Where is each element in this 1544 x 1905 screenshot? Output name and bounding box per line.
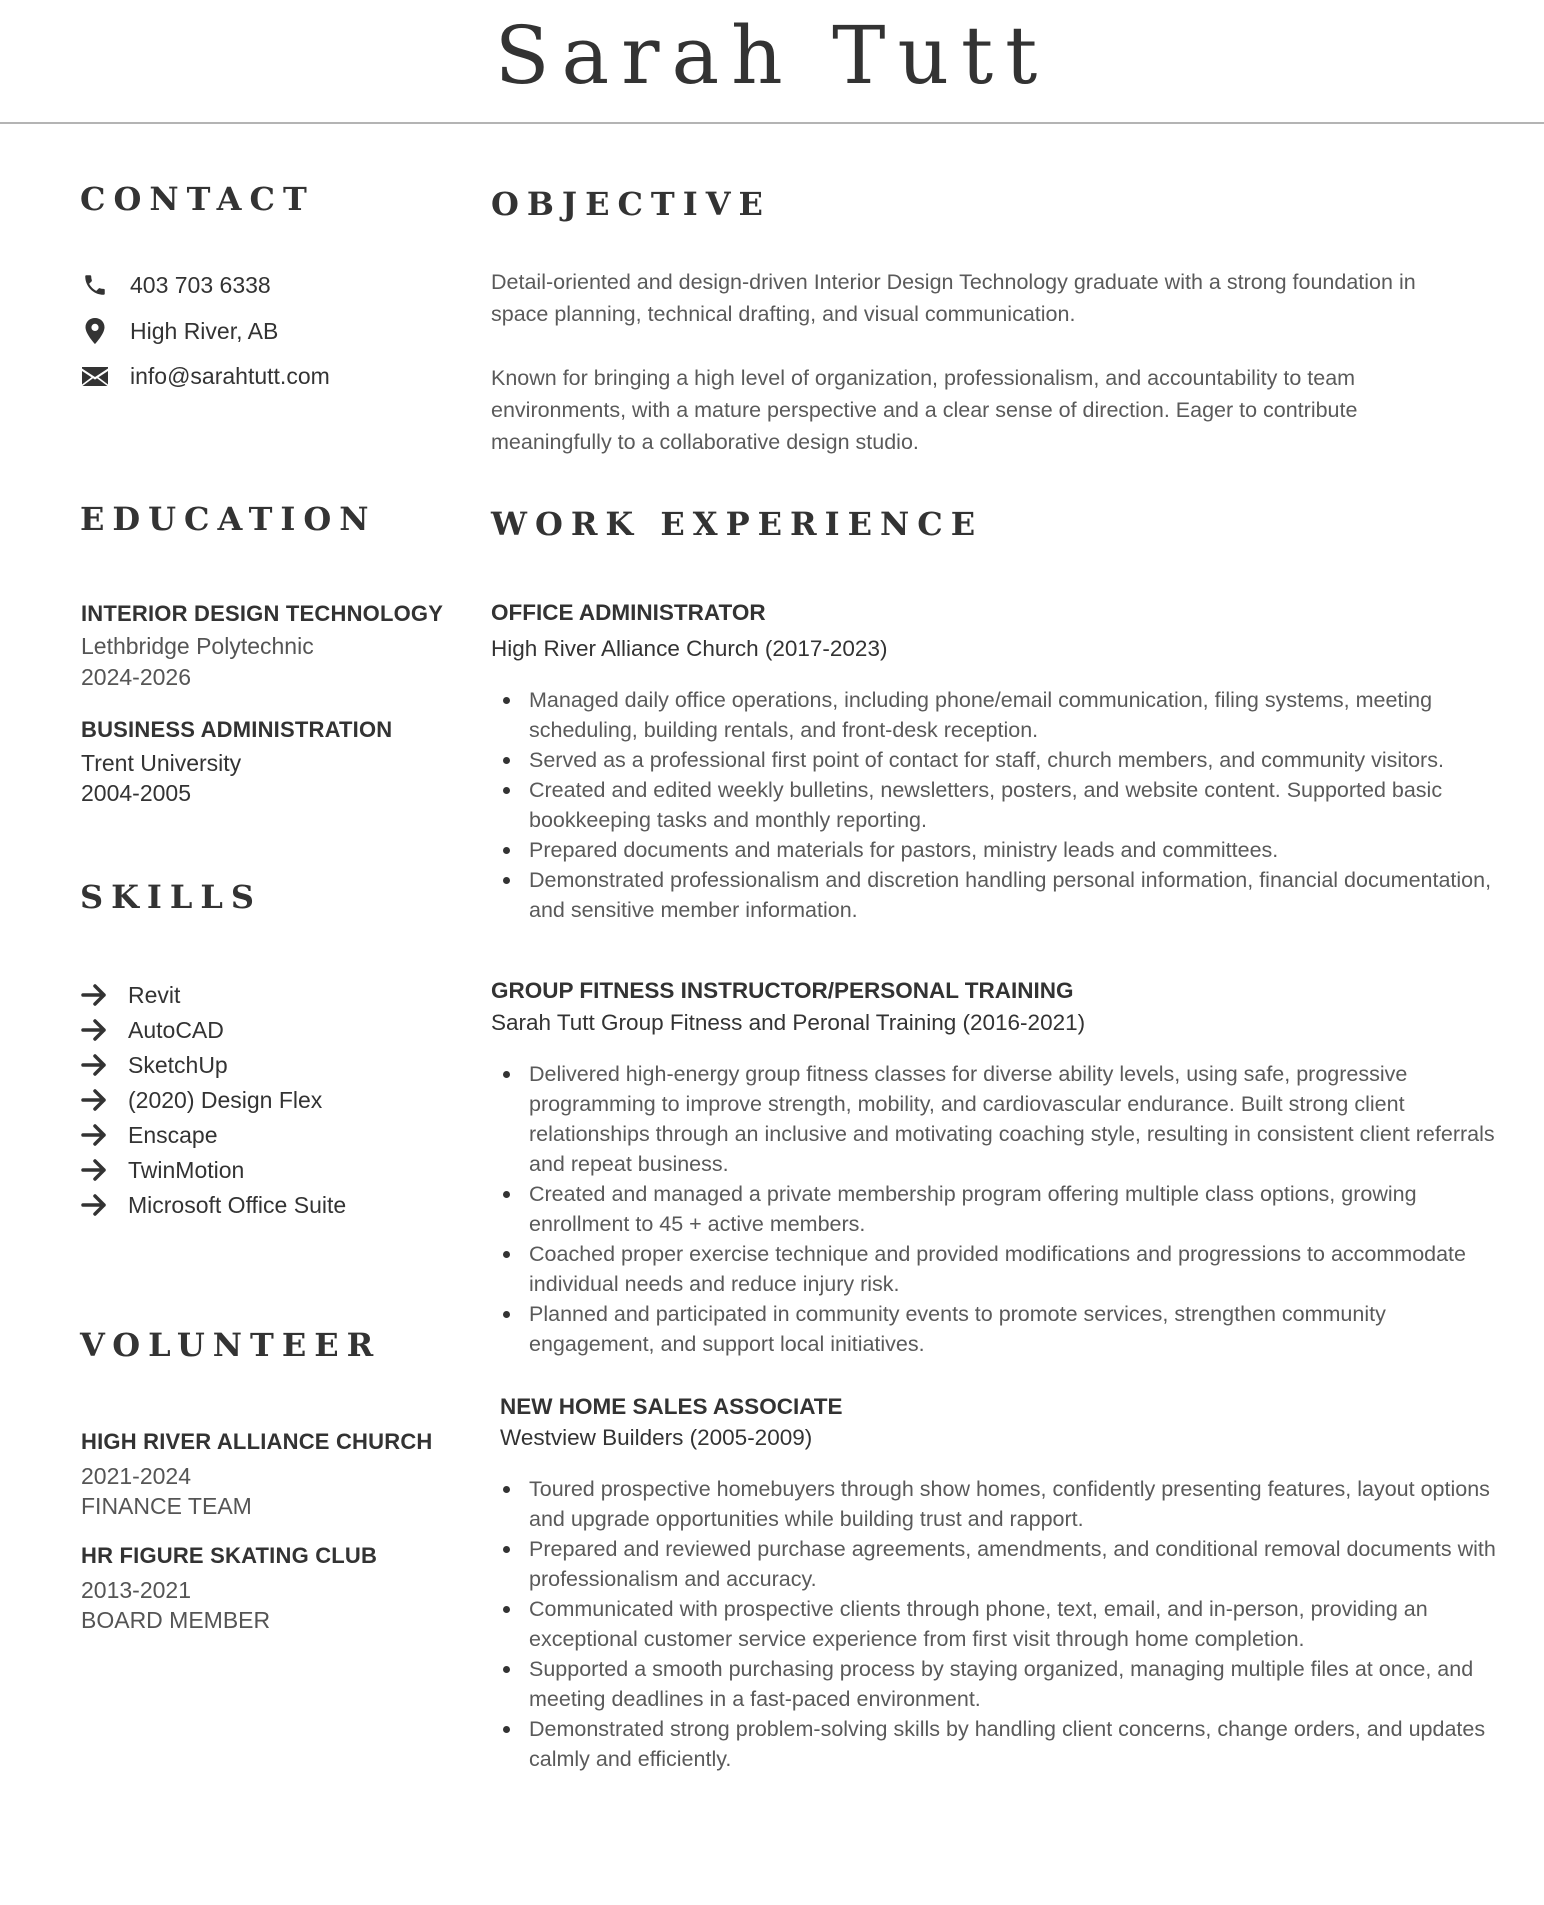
contact-email: [80, 361, 330, 391]
job-bullet: Planned and participated in community events to promote services, strengthen community engagement, and support local initiatives.: [529, 1299, 1509, 1359]
job-bullet-list: [491, 1059, 1509, 1359]
skills-heading: SKILLS: [80, 878, 262, 916]
objective-paragraph: Known for bringing a high level of organization, professionalism, and accountability to team environments, with a mature perspective and a clear sense of direction. Eager to contribute meaningfully to a collaborative design studio.: [491, 366, 1358, 454]
email-link[interactable]: info@sarahtutt.com: [130, 362, 330, 389]
phone-icon: [80, 270, 110, 300]
skill-label: Microsoft Office Suite: [128, 1191, 347, 1218]
skill-label: Enscape: [128, 1121, 218, 1148]
job-bullet: Communicated with prospective clients through phone, text, email, and in-person, providing an exceptional customer service experience from first visit through home completion.: [529, 1594, 1509, 1654]
job-bullet: Prepared and reviewed purchase agreements, amendments, and conditional removal documents with professionalism and accuracy.: [529, 1534, 1509, 1594]
education-school: Lethbridge Polytechnic: [81, 633, 314, 659]
skill-item: [80, 979, 180, 1011]
volunteer-role: BOARD MEMBER: [81, 1607, 271, 1633]
job-title: OFFICE ADMINISTRATOR: [491, 600, 766, 625]
education-school: Trent University: [81, 750, 242, 776]
job-bullet: Demonstrated professionalism and discretion handling personal information, financial documentation, and sensitive member information.: [529, 865, 1509, 925]
job-bullet: Created and managed a private membership program offering multiple class options, growing enrollment to 45 + active members.: [529, 1179, 1509, 1239]
resume-name: Sarah Tutt: [494, 9, 1050, 102]
location-text: High River, AB: [130, 317, 279, 344]
education-years: 2004-2005: [81, 780, 191, 806]
education-title: INTERIOR DESIGN TECHNOLOGY: [81, 601, 444, 626]
volunteer-title: HR FIGURE SKATING CLUB: [81, 1543, 378, 1568]
job-bullet-list: [491, 1474, 1509, 1774]
skill-label: TwinMotion: [128, 1156, 245, 1183]
skill-label: AutoCAD: [128, 1016, 224, 1043]
skill-item: [80, 1189, 346, 1221]
arrow-right-icon: [80, 982, 110, 1008]
arrow-right-icon: [80, 1017, 110, 1043]
job-bullet: Managed daily office operations, including phone/email communication, filing systems, meeting scheduling, building rentals, and front-desk reception.: [529, 685, 1509, 745]
arrow-right-icon: [80, 1122, 110, 1148]
skill-item: [80, 1119, 218, 1151]
contact-heading: CONTACT: [80, 180, 315, 218]
arrow-right-icon: [80, 1157, 110, 1183]
job-bullet: Coached proper exercise technique and provided modifications and progressions to accommodate individual needs and reduce injury risk.: [529, 1239, 1509, 1299]
education-title: BUSINESS ADMINISTRATION: [81, 717, 393, 742]
envelope-icon: [80, 361, 110, 391]
map-pin-icon: [80, 316, 110, 346]
education-heading: EDUCATION: [80, 500, 377, 538]
job-bullet: Prepared documents and materials for pastors, ministry leads and committees.: [529, 835, 1509, 865]
job-bullet: Served as a professional first point of contact for staff, church members, and community visitors.: [529, 745, 1509, 775]
skill-item: [80, 1154, 244, 1186]
job-organization: Sarah Tutt Group Fitness and Peronal Training (2016-2021): [491, 1010, 1086, 1035]
job-bullet: Supported a smooth purchasing process by staying organized, managing multiple files at once, and meeting deadlines in a fast-paced environment.: [529, 1654, 1509, 1714]
contact-location: [80, 316, 278, 346]
work-experience-heading: WORK EXPERIENCE: [491, 505, 984, 543]
arrow-right-icon: [80, 1087, 110, 1113]
job-bullet: Toured prospective homebuyers through show homes, confidently presenting features, layout options and upgrade opportunities while building trust and rapport.: [529, 1474, 1509, 1534]
volunteer-role: FINANCE TEAM: [81, 1493, 252, 1519]
job-bullet: Demonstrated strong problem-solving skills by handling client concerns, change orders, and updates calmly and efficiently.: [529, 1714, 1509, 1774]
job-bullet-list: [491, 685, 1509, 925]
volunteer-title: HIGH RIVER ALLIANCE CHURCH: [81, 1429, 433, 1454]
job-title: GROUP FITNESS INSTRUCTOR/PERSONAL TRAINING: [491, 978, 1074, 1003]
arrow-right-icon: [80, 1052, 110, 1078]
job-bullet: Created and edited weekly bulletins, newsletters, posters, and website content. Supported basic bookkeeping tasks and monthly reporting.: [529, 775, 1509, 835]
job-organization: High River Alliance Church (2017-2023): [491, 636, 888, 661]
volunteer-years: 2013-2021: [81, 1577, 191, 1603]
phone-number: 403 703 6338: [130, 271, 271, 298]
header-divider: [0, 122, 1544, 124]
job-bullet: Delivered high-energy group fitness classes for diverse ability levels, using safe, progressive programming to improve strength, mobility, and cardiovascular endurance. Built strong client relationships through an inclusive and motivating coaching style, resulting in consistent client referrals and repeat business.: [529, 1059, 1509, 1179]
skill-label: (2020) Design Flex: [128, 1086, 323, 1113]
skill-label: SketchUp: [128, 1051, 228, 1078]
skill-label: Revit: [128, 981, 181, 1008]
education-years: 2024-2026: [81, 664, 191, 690]
objective-heading: OBJECTIVE: [491, 185, 771, 223]
skill-item: [80, 1049, 228, 1081]
arrow-right-icon: [80, 1192, 110, 1218]
job-organization: Westview Builders (2005-2009): [500, 1425, 813, 1450]
skill-item: [80, 1014, 224, 1046]
objective-paragraph: Detail-oriented and design-driven Interior Design Technology graduate with a strong foundation in space planning, technical drafting, and visual communication.: [491, 270, 1416, 326]
contact-phone: [80, 270, 271, 300]
volunteer-years: 2021-2024: [81, 1463, 191, 1489]
skill-item: [80, 1084, 322, 1116]
job-title: NEW HOME SALES ASSOCIATE: [500, 1394, 843, 1419]
volunteer-heading: VOLUNTEER: [80, 1326, 382, 1364]
